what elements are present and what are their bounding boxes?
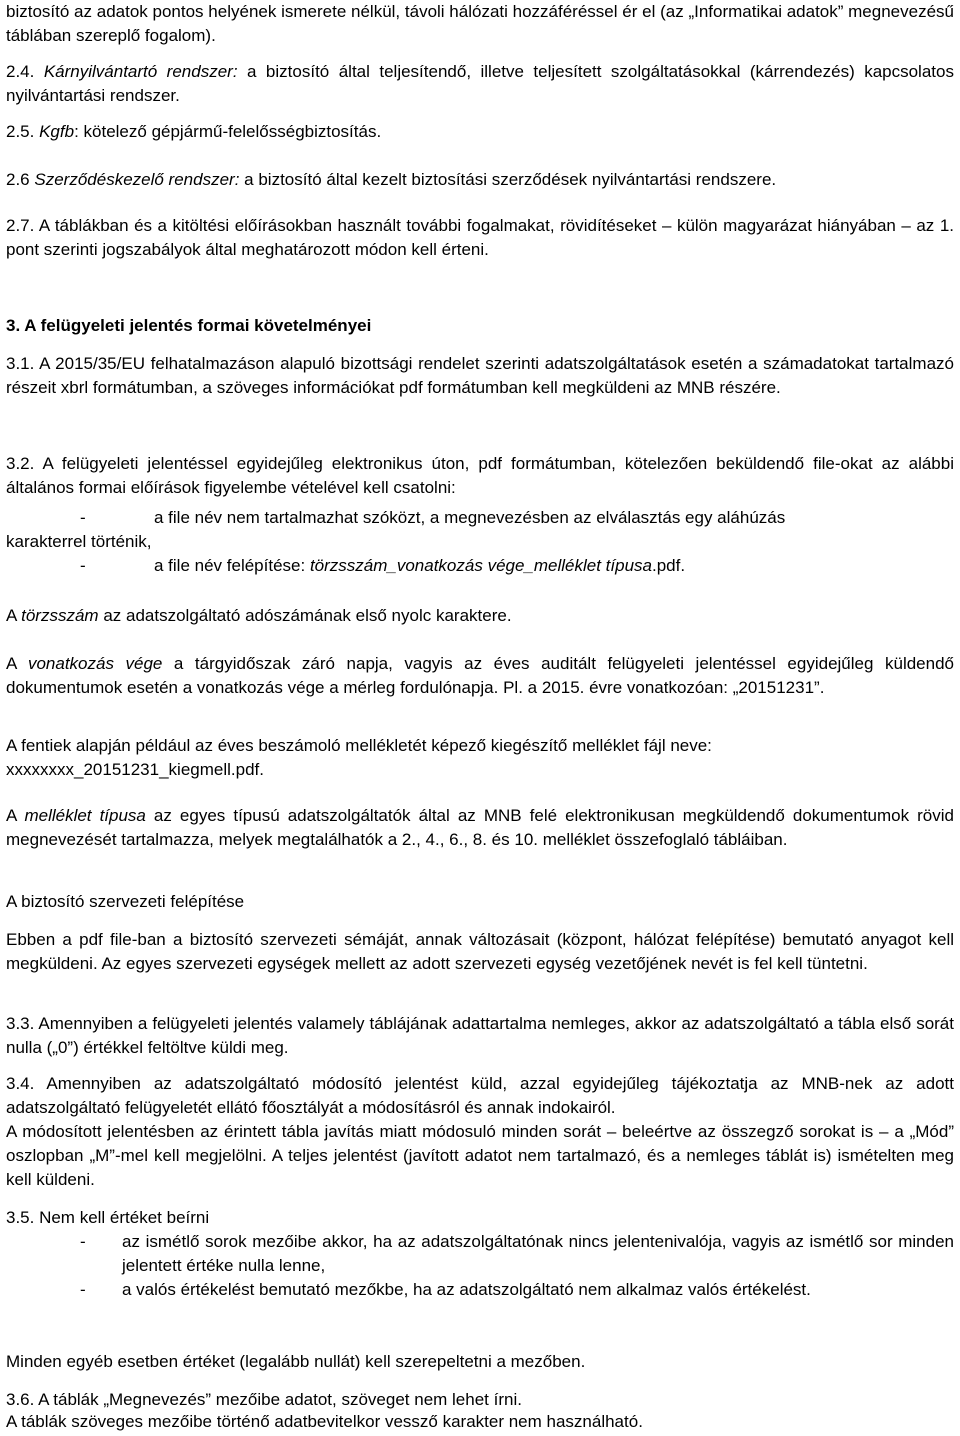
paragraph-2-5 bbox=[6, 120, 954, 144]
paragraph-3-3: 3.3. Amennyiben a felügyeleti jelentés valamely táblájának adattartalma nemleges, akkor az adatszolgáltató a tábla első sorát nulla („0”) értékkel feltöltve küldi meg. bbox=[6, 1014, 954, 1057]
paragraph-ebben: Ebben a pdf file-ban a biztosító szervezeti sémáját, annak változásait (központ, hálózat felépítése) bemutató anyagot kell megküldeni. Az egyes szervezeti egységek mellett az adott szervezeti egység vezetőjének nevét is fel kell tüntetni. bbox=[6, 930, 954, 973]
definition: a biztosító által kezelt biztosítási szerződések nyilvántartási rendszere. bbox=[244, 170, 777, 189]
list-item-no-value-2 bbox=[6, 1278, 954, 1302]
paragraph-torzsszam: A törzsszám az adatszolgáltató adószámának első nyolc karaktere. bbox=[6, 606, 512, 625]
paragraph-3-1: 3.1. A 2015/35/EU felhatalmazáson alapuló bizottsági rendelet szerinti adatszolgáltatások esetén a számadatokat tartalmazó részeit xbrl formátumban, a szöveges információkat pdf formátumban kell megküldeni az MNB részére. bbox=[6, 354, 954, 397]
list-dash: - bbox=[80, 508, 86, 527]
list-text-cont: karakterrel történik, bbox=[6, 532, 152, 551]
definition: : kötelező gépjármű-felelősségbiztosítás. bbox=[74, 122, 382, 141]
paragraph-3-6: 3.6. A táblák „Megnevezés” mezőibe adatot, szöveget nem lehet írni. bbox=[6, 1390, 522, 1409]
list-text: a valós értékelést bemutató mezőkbe, ha az adatszolgáltató nem alkalmaz valós értékelést. bbox=[122, 1280, 811, 1299]
section-number: 2.5. bbox=[6, 122, 35, 141]
paragraph-3-2: 3.2. A felügyeleti jelentéssel egyidejűleg elektronikus úton, pdf formátumban, kötelezően beküldendő file-okat az alábbi általános formai előírások figyelembe vételével kell csatolni: bbox=[6, 454, 954, 497]
paragraph-melleklet-tipusa: A melléklet típusa az egyes típusú adatszolgáltatók által az MNB felé elektronikusan megküldendő dokumentumok rövid megnevezését tartalmazza, melyek megtalálhatók a 2., 4., 6., 8. és 10. melléklet összefoglaló tábláiban. bbox=[6, 806, 954, 849]
paragraph-3-4: 3.4. Amennyiben az adatszolgáltató módosító jelentést küld, azzal egyidejűleg tájékoztatja az MNB-nek az adott adatszolgáltató felügyeletét ellátó főosztályát a módosításról és annak indokairól. bbox=[6, 1074, 954, 1117]
paragraph-2-6 bbox=[6, 168, 954, 192]
section-number: 2.4. bbox=[6, 62, 35, 81]
paragraph-minden: Minden egyéb esetben értéket (legalább nullát) kell szerepeltetni a mezőben. bbox=[6, 1352, 586, 1371]
subheading-szervezeti-felepites: A biztosító szervezeti felépítése bbox=[6, 892, 245, 911]
paragraph-modositott: A módosított jelentésben az érintett tábla javítás miatt módosuló minden sorát – beleértve az összegző sorokat is – a „Mód” oszlopban „M”-mel kell megjelölni. A teljes jelentést (javított adatot nem tartalmazó, és a nemleges táblát is) ismételten meg kell küldeni. bbox=[6, 1122, 954, 1189]
paragraph-intro: biztosító az adatok pontos helyének ismerete nélkül, távoli hálózati hozzáféréssel ér el (az „Informatikai adatok” megnevezésű táblában szereplő fogalom). bbox=[6, 2, 954, 45]
section-heading-3: 3. A felügyeleti jelentés formai követelményei bbox=[6, 316, 372, 335]
list-text: a file név nem tartalmazhat szóközt, a megnevezésben az elválasztás egy aláhúzás bbox=[154, 508, 786, 527]
list-dash: - bbox=[80, 556, 86, 575]
paragraph-2-7: 2.7. A táblákban és a kitöltési előírásokban használt további fogalmakat, rövidítéseket – külön magyarázat hiányában – az 1. pont szerinti jogszabályok által meghatározott módon kell érteni. bbox=[6, 216, 954, 259]
paragraph-fentiek: A fentiek alapján például az éves beszámoló mellékletét képező kiegészítő melléklet fájl neve: xxxxxxxx_20151231_kiegmell.pdf. bbox=[6, 736, 712, 779]
definition: a biztosító által teljesítendő, illetve teljesített szolgáltatásokkal (kárrendezés) kapcsolatos nyilvántartási rendszer. bbox=[6, 62, 954, 105]
list-item-filename-rule-2 bbox=[6, 554, 954, 578]
term: Kárnyilvántartó rendszer: bbox=[43, 62, 238, 81]
paragraph-2-4 bbox=[6, 60, 954, 108]
list-text: a file név felépítése: törzsszám_vonatkozás vége_melléklet típusa.pdf. bbox=[154, 556, 686, 575]
paragraph-szoveges: A táblák szöveges mezőibe történő adatbevitelkor vessző karakter nem használható. bbox=[6, 1412, 643, 1431]
term: Kgfb bbox=[39, 122, 75, 141]
list-dash: - bbox=[80, 1232, 86, 1251]
list-dash: - bbox=[80, 1280, 86, 1299]
term: Szerződéskezelő rendszer: bbox=[34, 170, 240, 189]
list-item-filename-rule-1 bbox=[6, 506, 954, 554]
paragraph-vonatkozas-vege: A vonatkozás vége a tárgyidőszak záró napja, vagyis az éves auditált felügyeleti jelentéssel egyidejűleg küldendő dokumentumok esetén a vonatkozás vége a mérleg fordulónapja. Pl. a 2015. évre vonatkozóan: „20151231”. bbox=[6, 654, 955, 697]
paragraph-3-5: 3.5. Nem kell értéket beírni bbox=[6, 1208, 210, 1227]
section-number: 2.6 bbox=[6, 170, 30, 189]
list-item-no-value-1 bbox=[6, 1230, 954, 1278]
list-text: az ismétlő sorok mezőibe akkor, ha az adatszolgáltatónak nincs jelentenivalója, vagyis az ismétlő sor minden jelentett értéke nulla lenne, bbox=[122, 1232, 954, 1275]
